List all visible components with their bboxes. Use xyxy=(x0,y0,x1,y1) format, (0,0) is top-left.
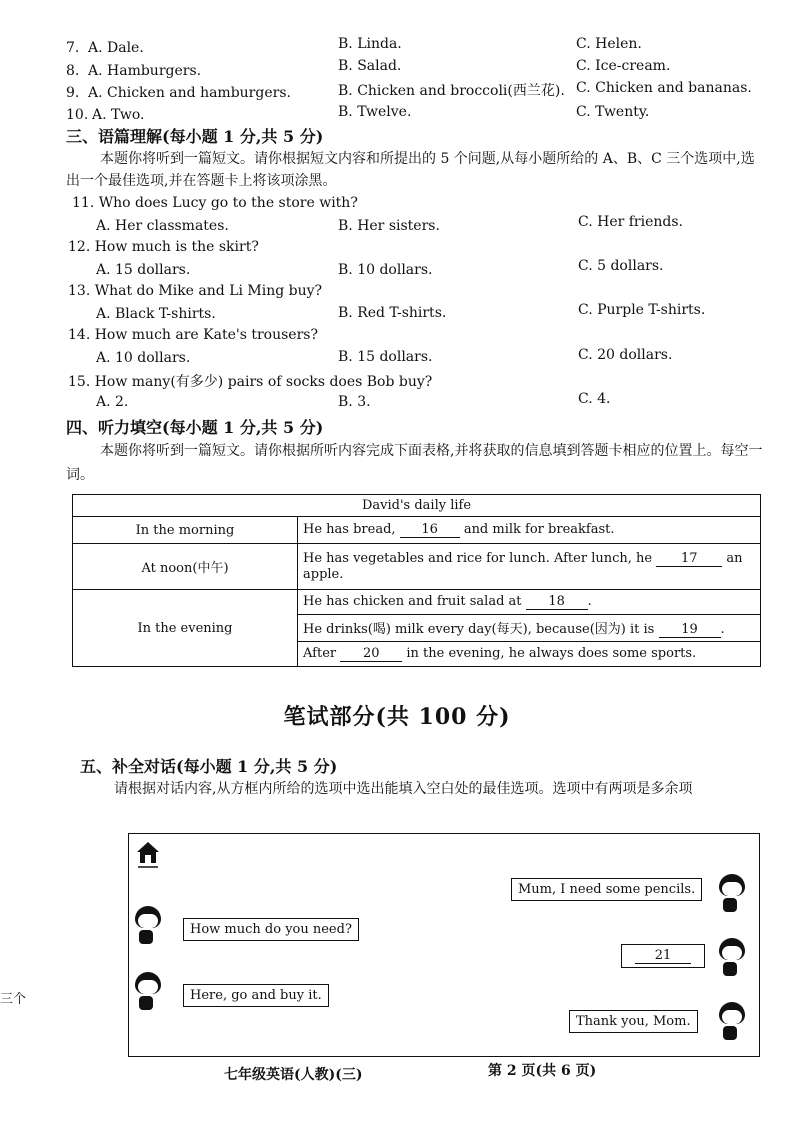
text: and milk for breakfast. xyxy=(463,522,615,537)
footer-left: 七年级英语(人教)(三) xyxy=(224,1067,363,1083)
option-num: 8. xyxy=(66,63,80,79)
blank-21: 21 xyxy=(635,948,691,964)
speech-bubble-2: How much do you need? xyxy=(183,918,359,941)
speech-bubble-1: Mum, I need some pencils. xyxy=(511,878,702,901)
choice-b: B. Her sisters. xyxy=(338,218,440,234)
text: He drinks(喝) milk every day(每天), because(因为) it is xyxy=(303,622,655,637)
option-a: A. Two. xyxy=(92,107,145,123)
option-c: C. Helen. xyxy=(576,36,642,52)
blank-19: 19 xyxy=(659,622,721,638)
option-b: B. Salad. xyxy=(338,58,402,74)
text: He has vegetables and rice for lunch. After lunch, he xyxy=(303,551,653,566)
margin-text: 三个 xyxy=(0,992,27,1007)
speech-bubble-5: Thank you, Mom. xyxy=(569,1010,698,1033)
option-b: B. Chicken and broccoli(西兰花). xyxy=(338,83,565,99)
table-header: David's daily life xyxy=(73,495,761,517)
option-a: A. Hamburgers. xyxy=(88,63,202,79)
written-part-title: 笔试部分(共 100 分) xyxy=(283,704,511,730)
question-text: 15. How many(有多少) pairs of socks does Bob buy? xyxy=(68,374,433,390)
option-c: C. Twenty. xyxy=(576,104,650,120)
choice-c: C. 5 dollars. xyxy=(578,258,664,274)
row-evening-3 xyxy=(298,642,761,667)
row-noon xyxy=(298,544,761,590)
choice-c: C. 20 dollars. xyxy=(578,347,673,363)
row-label-noon: At noon(中午) xyxy=(73,544,298,590)
text: an xyxy=(726,551,743,566)
blank-20: 20 xyxy=(340,646,402,662)
blank-18: 18 xyxy=(526,594,588,610)
row-morning xyxy=(298,517,761,544)
footer-page: 第 2 页(共 6 页) xyxy=(488,1063,597,1079)
option-a: A. Dale. xyxy=(88,40,144,56)
boy-avatar xyxy=(717,1002,747,1046)
option-b: B. Linda. xyxy=(338,36,402,52)
dialogue-box xyxy=(128,833,760,1057)
boy-avatar xyxy=(717,874,747,918)
text: He has bread, xyxy=(303,522,396,537)
choice-a: A. Her classmates. xyxy=(96,218,229,234)
blank-16: 16 xyxy=(400,522,460,538)
section-4-instructions: 本题你将听到一篇短文。请你根据所听内容完成下面表格,并将获取的信息填到答题卡相应的位置上。每空一词。 xyxy=(66,443,763,483)
section-5-instructions: 请根据对话内容,从方框内所给的选项中选出能填入空白处的最佳选项。选项中有两项是多余项 xyxy=(114,781,693,797)
choice-b: B. 15 dollars. xyxy=(338,349,433,365)
text: He has chicken and fruit salad at xyxy=(303,594,522,609)
house-icon xyxy=(135,840,161,870)
option-b: B. Twelve. xyxy=(338,104,412,120)
choice-a: A. 2. xyxy=(96,394,129,410)
choice-b: B. 3. xyxy=(338,394,371,410)
section-3-instructions: 本题你将听到一篇短文。请你根据短文内容和所提出的 5 个问题,从每小题所给的 A、B、C 三个选项中,选出一个最佳选项,并在答题卡上将该项涂黑。 xyxy=(66,151,755,189)
choice-b: B. Red T-shirts. xyxy=(338,305,447,321)
mother-avatar xyxy=(133,972,163,1016)
option-num: 10. xyxy=(66,107,89,123)
choice-a: A. Black T-shirts. xyxy=(96,306,216,322)
choice-b: B. 10 dollars. xyxy=(338,262,433,278)
option-c: C. Chicken and bananas. xyxy=(576,80,752,96)
section-3-title: 三、语篇理解(每小题 1 分,共 5 分) xyxy=(66,127,324,146)
text: . xyxy=(587,594,592,609)
option-a: A. Chicken and hamburgers. xyxy=(88,85,291,101)
choice-a: A. 15 dollars. xyxy=(96,262,191,278)
daily-life-table xyxy=(72,494,761,667)
choice-c: C. 4. xyxy=(578,391,611,407)
question-text: 12. How much is the skirt? xyxy=(68,239,259,255)
blank-17: 17 xyxy=(656,551,722,567)
question-text: 13. What do Mike and Li Ming buy? xyxy=(68,283,323,299)
speech-bubble-3 xyxy=(621,944,705,968)
section-5-title: 五、补全对话(每小题 1 分,共 5 分) xyxy=(80,757,338,776)
text: . xyxy=(720,622,725,637)
choice-c: C. Her friends. xyxy=(578,214,683,230)
speech-bubble-4: Here, go and buy it. xyxy=(183,984,329,1007)
text: in the evening, he always does some sports. xyxy=(406,646,697,661)
row-evening-1 xyxy=(298,590,761,615)
text: After xyxy=(303,646,337,661)
text: apple. xyxy=(303,567,344,582)
option-num: 7. xyxy=(66,40,80,56)
option-c: C. Ice-cream. xyxy=(576,58,671,74)
section-4-title: 四、听力填空(每小题 1 分,共 5 分) xyxy=(66,418,324,437)
question-text: 11. Who does Lucy go to the store with? xyxy=(72,195,358,211)
boy-avatar xyxy=(717,938,747,982)
choice-c: C. Purple T-shirts. xyxy=(578,302,706,318)
option-num: 9. xyxy=(66,85,80,101)
row-label-evening: In the evening xyxy=(73,590,298,667)
choice-a: A. 10 dollars. xyxy=(96,350,191,366)
row-label-morning: In the morning xyxy=(73,517,298,544)
row-evening-2 xyxy=(298,615,761,642)
question-text: 14. How much are Kate's trousers? xyxy=(68,327,318,343)
mother-avatar xyxy=(133,906,163,950)
